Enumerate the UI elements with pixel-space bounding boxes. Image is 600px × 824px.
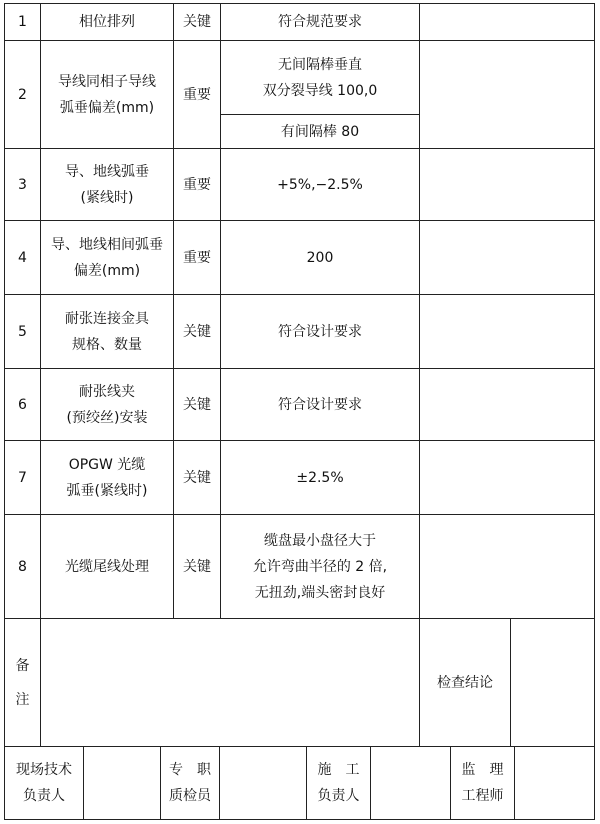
inspection-item: 相位排列 [41,3,174,41]
quality-standard-no-spacer: 无间隔棒垂直 双分裂导线 100,0 [221,41,420,115]
construction-lead-label: 施 工 负责人 [307,747,371,820]
row-number: 7 [4,441,41,515]
quality-standard: 符合规范要求 [221,3,420,41]
inspection-conclusion-label: 检查结论 [420,619,511,747]
result-cell [420,515,595,619]
quality-standard: ±2.5% [221,441,420,515]
quality-standard-with-spacer: 有间隔棒 80 [221,115,420,149]
row-number: 3 [4,149,41,221]
inspection-item: 耐张线夹 (预绞丝)安装 [41,369,174,441]
inspection-item: 导、地线弧垂 (紧线时) [41,149,174,221]
quality-standard: 缆盘最小盘径大于 允许弯曲半径的 2 倍, 无扭劲,端头密封良好 [221,515,420,619]
importance-level: 关键 [174,295,221,369]
importance-level: 关键 [174,515,221,619]
row-number: 5 [4,295,41,369]
inspection-item: 光缆尾线处理 [41,515,174,619]
row-number: 8 [4,515,41,619]
remarks-field[interactable] [41,619,420,747]
inspection-table [4,3,595,820]
inspection-conclusion-field[interactable] [511,619,595,747]
importance-level: 重要 [174,149,221,221]
site-tech-lead-label: 现场技术 负责人 [4,747,84,820]
result-cell [420,441,595,515]
result-cell [420,3,595,41]
quality-standard: 200 [221,221,420,295]
inspection-item: 耐张连接金具 规格、数量 [41,295,174,369]
importance-level: 重要 [174,221,221,295]
result-cell [420,221,595,295]
quality-standard: +5%,−2.5% [221,149,420,221]
importance-level: 关键 [174,441,221,515]
supervising-engineer-label: 监 理 工程师 [451,747,515,820]
site-tech-lead-signature[interactable] [84,747,161,820]
result-cell [420,295,595,369]
supervising-engineer-signature[interactable] [515,747,595,820]
result-cell [420,149,595,221]
quality-standard: 符合设计要求 [221,369,420,441]
inspection-item: 导线同相子导线 弧垂偏差(mm) [41,41,174,149]
importance-level: 关键 [174,369,221,441]
importance-level: 重要 [174,41,221,149]
inspection-item: 导、地线相间弧垂 偏差(mm) [41,221,174,295]
construction-lead-signature[interactable] [371,747,451,820]
quality-standard: 符合设计要求 [221,295,420,369]
quality-inspector-signature[interactable] [220,747,307,820]
row-number: 6 [4,369,41,441]
remarks-label: 备 注 [4,619,41,747]
importance-level: 关键 [174,3,221,41]
inspection-item: OPGW 光缆 弧垂(紧线时) [41,441,174,515]
row-number: 4 [4,221,41,295]
result-cell [420,369,595,441]
row-number: 1 [4,3,41,41]
row-number: 2 [4,41,41,149]
result-cell [420,41,595,149]
quality-inspector-label: 专 职 质检员 [161,747,220,820]
